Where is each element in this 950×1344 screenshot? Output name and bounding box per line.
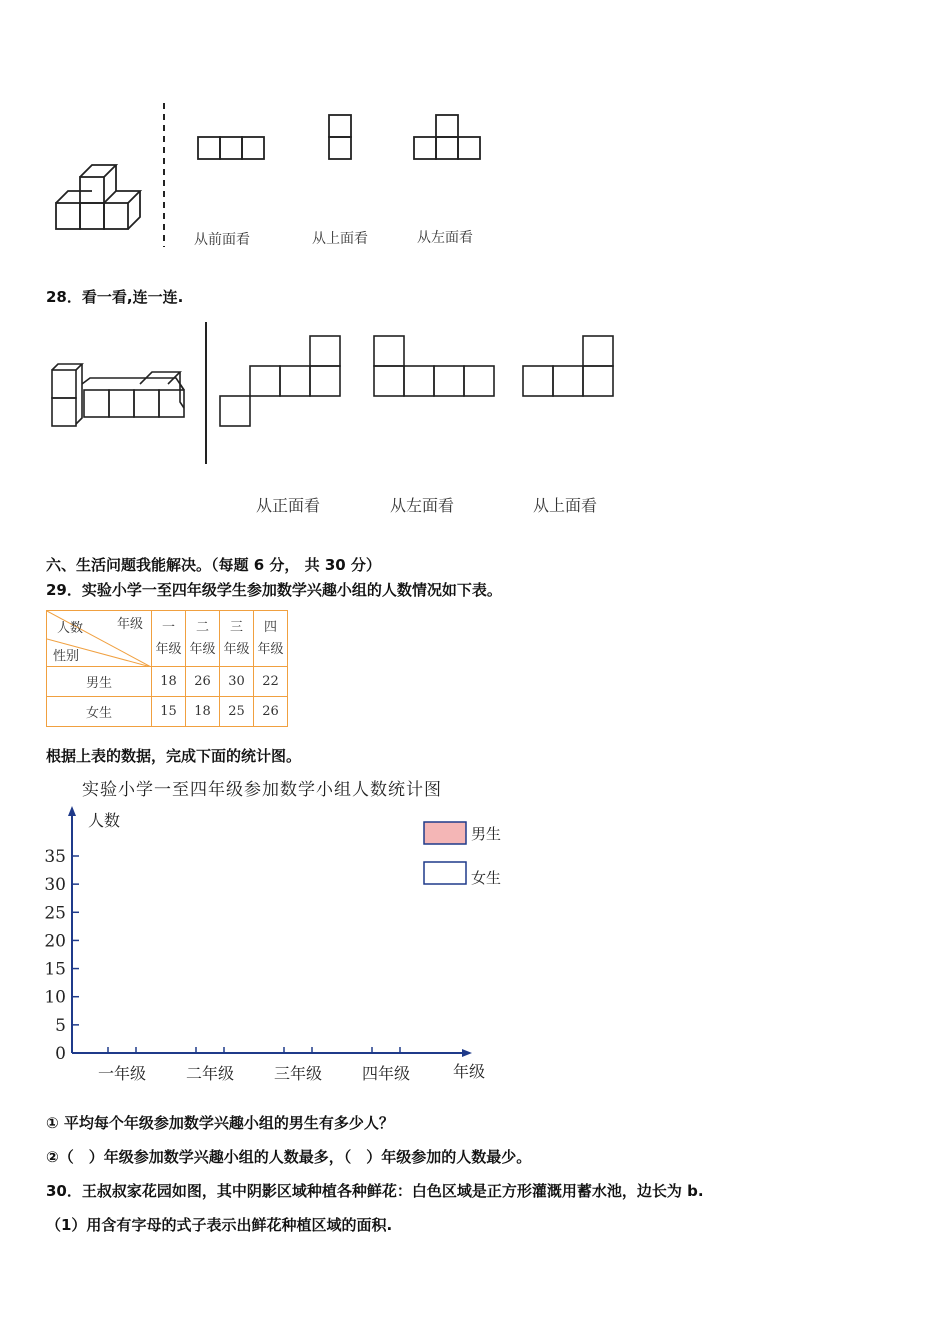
y-tick-label: 0: [55, 1044, 66, 1064]
y-tick-label: 35: [44, 847, 66, 867]
q28-view-a: [220, 336, 340, 426]
q30-sub1: （1）用含有字母的式子表示出鲜花种植区域的面积.: [46, 1216, 393, 1234]
grade-header-4-top: 四: [263, 619, 277, 635]
q30-title: 30．王叔叔家花园如图，其中阴影区域种植各种鲜花：白色区域是正方形灌溉用蓄水池，边长为 b.: [46, 1182, 704, 1200]
x-axis-label: 年级: [453, 1062, 486, 1081]
row-label-girls: 女生: [47, 697, 152, 727]
q28-label-top: 从上面看: [533, 496, 598, 515]
q28-cube-stack: [52, 364, 184, 426]
y-tick-label: 10: [44, 987, 66, 1008]
q29-instruction: 根据上表的数据，完成下面的统计图。: [46, 747, 302, 765]
bar-chart: [40, 800, 520, 1100]
chart-title: 实验小学一至四年级参加数学小组人数统计图: [82, 780, 442, 800]
grade-header-2-top: 二: [195, 619, 209, 635]
grade-header-2-bottom: 年级: [189, 641, 216, 657]
cell-girls-2: 18: [186, 697, 220, 727]
row-label-boys: 男生: [47, 667, 152, 697]
y-tick-label: 15: [44, 959, 66, 980]
cell-boys-2: 26: [186, 667, 220, 697]
corner-gender-label: 性别: [53, 649, 80, 664]
q29-title: 29．实验小学一至四年级学生参加数学兴趣小组的人数情况如下表。: [46, 581, 502, 599]
corner-grade-label: 年级: [116, 617, 143, 632]
q28-view-b: [374, 336, 494, 396]
grade-header-1-bottom: 年级: [155, 641, 182, 657]
q27-label-top: 从上面看: [312, 231, 368, 247]
corner-count-label: 人数: [57, 621, 84, 636]
cell-girls-1: 15: [152, 697, 186, 727]
y-tick-label: 20: [44, 931, 66, 952]
q28-label-left: 从左面看: [390, 496, 455, 515]
q27-label-front: 从前面看: [194, 232, 250, 248]
cell-boys-3: 30: [220, 667, 254, 697]
q27-top-view: [329, 115, 351, 159]
legend-swatch-boys: [424, 822, 466, 844]
y-tick-label: 30: [44, 875, 66, 896]
section6-heading: 六、生活问题我能解决。（每题 6 分， 共 30 分）: [46, 556, 381, 574]
cell-girls-4: 26: [254, 697, 288, 727]
x-category-label: 二年级: [185, 1064, 235, 1083]
q27-label-left: 从左面看: [417, 230, 473, 246]
grade-header-1: [152, 611, 186, 667]
grade-header-3-top: 三: [229, 619, 243, 635]
q29-sub1: ① 平均每个年级参加数学兴趣小组的男生有多少人？: [46, 1114, 394, 1132]
q29-table: [46, 610, 288, 727]
legend-label-girls: 女生: [471, 869, 502, 887]
q28-view-c: [523, 336, 613, 396]
grade-header-3-bottom: 年级: [223, 641, 250, 657]
cell-girls-3: 25: [220, 697, 254, 727]
q28-title: 28．看一看,连一连.: [46, 288, 184, 306]
q28-label-front: 从正面看: [256, 496, 321, 515]
legend-swatch-girls: [424, 862, 466, 884]
q27-cube-stack: [56, 165, 140, 229]
x-category-label: 三年级: [273, 1064, 323, 1083]
q28-drawing: [40, 318, 640, 468]
table-corner-cell: [47, 611, 152, 667]
q27-front-view: [198, 137, 264, 159]
grade-header-1-top: 一: [161, 619, 175, 635]
table-row: [47, 667, 288, 697]
legend-label-boys: 男生: [471, 825, 502, 843]
grade-header-2: [186, 611, 220, 667]
grade-header-4-bottom: 年级: [257, 641, 284, 657]
x-category-label: 四年级: [361, 1064, 411, 1083]
y-tick-label: 5: [55, 1015, 66, 1036]
cell-boys-4: 22: [254, 667, 288, 697]
y-tick-label: 25: [44, 903, 66, 924]
q29-table-wrap: [46, 610, 288, 727]
q27-left-view: [414, 115, 480, 159]
q28-figure: [40, 318, 640, 468]
grade-header-4: [254, 611, 288, 667]
y-axis-arrow-icon: [68, 806, 76, 816]
x-category-label: 一年级: [97, 1064, 147, 1083]
q29-sub2: ②（ ）年级参加数学兴趣小组的人数最多，（ ）年级参加的人数最少。: [46, 1148, 532, 1166]
grade-header-3: [220, 611, 254, 667]
table-row: [47, 697, 288, 727]
x-axis-arrow-icon: [462, 1049, 472, 1057]
cell-boys-1: 18: [152, 667, 186, 697]
y-axis-label: 人数: [88, 811, 121, 830]
